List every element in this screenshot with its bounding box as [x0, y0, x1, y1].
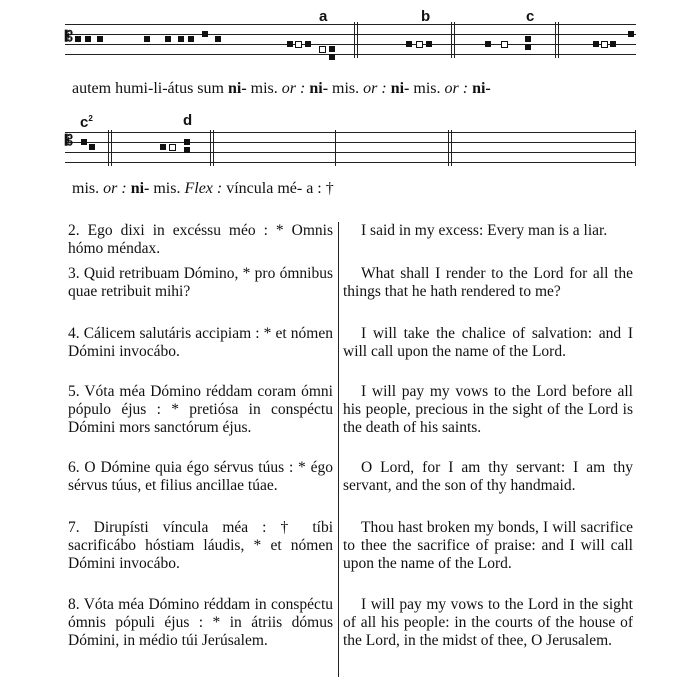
neume-note [287, 41, 293, 47]
neume-note [184, 147, 190, 153]
neume-note [593, 41, 599, 47]
neume-note [305, 41, 311, 47]
neume-note [85, 36, 91, 42]
english-verse-6: O Lord, for I am thy servant: I am thy servant, and the son of thy handmaid. [343, 459, 633, 495]
neume-note [184, 139, 190, 145]
bar-line [335, 130, 336, 166]
english-verse-7: Thou hast broken my bonds, I will sacrifice to thee the sacrifice of praise: and I will call upon the name of the Lord. [343, 519, 633, 573]
english-verse-5: I will pay my vows to the Lord before all his people, precious in the sight of the Lord is the death of his saints. [343, 383, 633, 437]
neume-note [319, 46, 326, 53]
bar-line [454, 22, 455, 58]
neume-note [525, 36, 531, 42]
c-clef-icon: 𝄡 [65, 134, 73, 149]
latin-verse-8: 8. Vóta méa Dómino réddam in conspéctu ómnis pópuli éjus : * in átriis dómus Dómini, in médio túi Jerúsalem. [68, 596, 333, 650]
bar-line [357, 22, 358, 58]
neume-note [525, 44, 531, 50]
latin-verse-4: 4. Cálicem salutáris accipiam : * et nómen Dómini invocábo. [68, 325, 333, 361]
bar-line [354, 22, 355, 58]
bar-line [448, 130, 449, 166]
neume-note [75, 36, 81, 42]
latin-verse-2: 2. Ego dixi in excéssu méo : * Omnis hómo méndax. [68, 222, 333, 258]
bar-line [635, 130, 636, 166]
section-letter-a: a [319, 8, 328, 25]
neume-note [628, 31, 634, 37]
bar-line [213, 130, 214, 166]
neume-note [144, 36, 150, 42]
english-verse-2: I said in my excess: Every man is a liar. [361, 222, 608, 239]
bar-line [451, 130, 452, 166]
chant-staff-1 [65, 22, 636, 62]
neume-note [178, 36, 184, 42]
staff-2-lyrics: mis. or : ni- mis. Flex : víncula mé- a : † [72, 180, 334, 197]
neume-note [329, 54, 335, 60]
neume-note [610, 41, 616, 47]
neume-note [202, 31, 208, 37]
neume-note [160, 144, 166, 150]
neume-note [188, 36, 194, 42]
bar-line [108, 130, 109, 166]
english-verse-4: I will take the chalice of salvation: and I will call upon the name of the Lord. [343, 325, 633, 361]
section-letter-d: d [183, 112, 193, 129]
neume-note [501, 41, 508, 48]
latin-verse-3: 3. Quid retribuam Dómino, * pro ómnibus quae retribuit mihi? [68, 265, 333, 301]
bar-line [558, 22, 559, 58]
neume-note [89, 144, 95, 150]
staff-1-lyrics: autem humi-li-átus sum ni- mis. or : ni- mis. or : ni- mis. or : ni- [72, 80, 491, 97]
neume-note [426, 41, 432, 47]
section-letter-c2: $c^2$ [80, 114, 93, 131]
english-verse-8: I will pay my vows to the Lord in the sight of all his people: in the courts of the house of the Lord, in the midst of thee, O Jerusalem. [343, 596, 633, 650]
english-verse-3: What shall I render to the Lord for all the things that he hath rendered to me? [343, 265, 633, 301]
bar-line [451, 22, 452, 58]
neume-note [97, 36, 103, 42]
neume-note [485, 41, 491, 47]
neume-note [215, 36, 221, 42]
chant-staff-2 [65, 130, 636, 170]
bar-line [210, 130, 211, 166]
c-clef-icon: 𝄡 [65, 30, 73, 45]
column-divider [338, 222, 339, 677]
section-letter-b: b [421, 8, 431, 25]
neume-note [295, 41, 302, 48]
latin-verse-7: 7. Dirupísti víncula méa : † tíbi sacrificábo hóstiam láudis, * et nómen Dómini invocábo. [68, 519, 333, 573]
neume-note [406, 41, 412, 47]
neume-note [416, 41, 423, 48]
neume-note [169, 144, 176, 151]
neume-note [601, 41, 608, 48]
bar-line [111, 130, 112, 166]
latin-verse-5: 5. Vóta méa Dómino réddam coram ómni pópulo éjus : * pretiósa in conspéctu Dómini mors sanctórum éjus. [68, 383, 333, 437]
neume-note [81, 139, 87, 145]
latin-verse-6: 6. O Dómine quia égo sérvus túus : * égo sérvus túus, et filius ancillae túae. [68, 459, 333, 495]
bar-line [555, 22, 556, 58]
section-letter-c: c [526, 8, 535, 25]
neume-note [329, 46, 335, 52]
neume-note [165, 36, 171, 42]
